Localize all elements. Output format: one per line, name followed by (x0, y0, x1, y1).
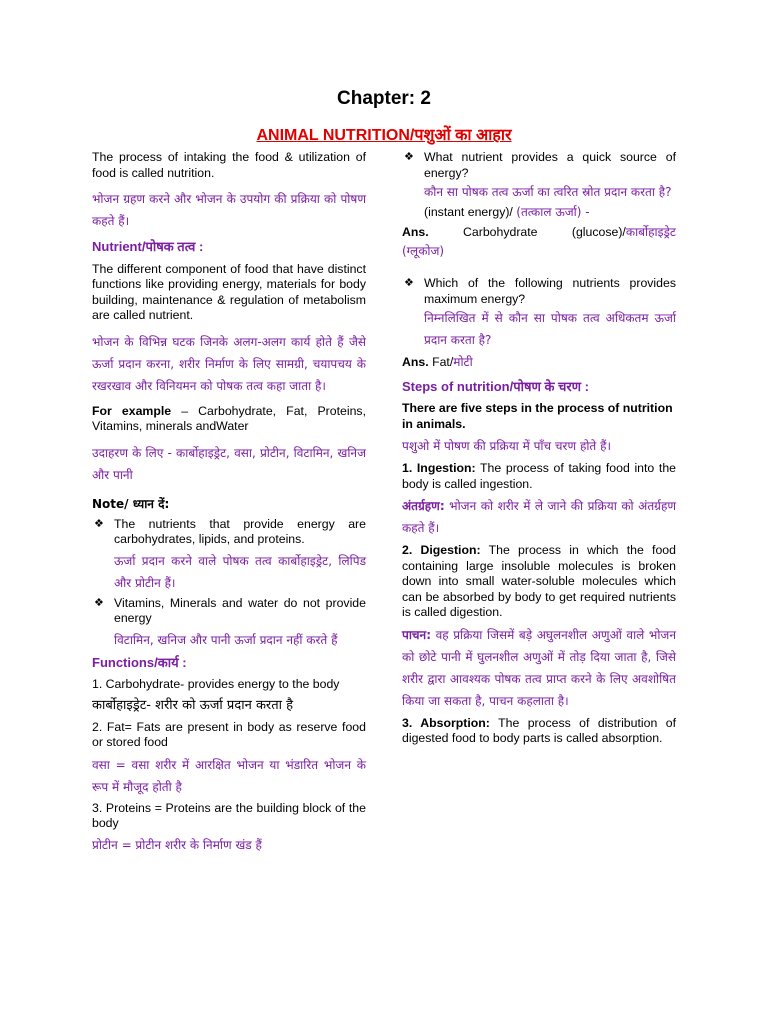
step1-label: 1. Ingestion: (402, 461, 476, 475)
answer1-hi: कार्बोहाइड्रेट (625, 224, 676, 239)
nutrient-heading: Nutrient/पोषक तत्व : (92, 239, 204, 254)
function1-en: 1. Carbohydrate- provides energy to the body (92, 677, 340, 691)
step1-text: The process of taking food into the body is called ingestion. (402, 461, 676, 491)
question1-hi: कौन सा पोषक तत्व ऊर्जा का त्वरित स्रोत प्रदान करता है? (424, 185, 672, 199)
example-text: – Carbohydrate, Fat, Proteins, Vitamins, minerals andWater (92, 403, 366, 433)
note-heading: Note/ ध्यान दें: (92, 496, 170, 511)
step2-hi-text: वह प्रक्रिया जिसमें बड़े अघुलनशील अणुओं वाले भोजन को छोटे पानी में घुलनशील अणुओं में तोड़ दिया जाता है, जिसे शरीर द्वारा आवश्यक पोषक तत्व प्राप्त करने के लिए अवशोषित किया जा सकता है, पाचन कहलाता है। (402, 627, 676, 708)
answer1-word1: Carbohydrate (463, 224, 538, 239)
note2-en: Vitamins, Minerals and water do not provide energy (114, 595, 366, 625)
step3-en (402, 716, 676, 747)
step2-hi-label: पाचन: (402, 627, 432, 642)
bullet-diamond-icon: ❖ (94, 596, 104, 609)
functions-heading: Functions/कार्य : (92, 654, 187, 670)
answer2 (402, 355, 676, 371)
question-max-energy (402, 276, 676, 351)
instant-energy-hi: (तत्काल ऊर्जा) - (516, 205, 590, 219)
steps-heading: Steps of nutrition/पोषण के चरण : (402, 378, 589, 394)
note-item-no-energy (92, 596, 366, 651)
step2-en (402, 543, 676, 621)
step1-hi-text: भोजन को शरीर में ले जाने की प्रक्रिया को अंतर्ग्रहण कहते हैं। (402, 499, 676, 535)
step3-label: 3. Absorption: (402, 715, 490, 730)
function3-hi: प्रोटीन = प्रोटीन शरीर के निर्माण खंड हैं (92, 837, 262, 852)
answer1-word2 (572, 225, 676, 241)
note1-hi: ऊर्जा प्रदान करने वाले पोषक तत्व कार्बोहाइड्रेट, लिपिड और प्रोटीन हैं। (114, 553, 366, 590)
nutrient-definition-hi: भोजन के विभिन्न घटक जिनके अलग-अलग कार्य होते हैं जैसे ऊर्जा प्रदान करना, शरीर निर्माण के लिए सामग्री, चयापचय के रखरखाव और विनियमन को पोषक तत्व कहा जाता है। (92, 334, 366, 393)
question1-instant (424, 205, 676, 221)
answer1-hi-line: (ग्लूकोज) (402, 244, 445, 258)
step1-hi-label: अंतर्ग्रहण: (402, 499, 445, 513)
note-item-energy (92, 517, 366, 594)
note2-hi: विटामिन, खनिज और पानी ऊर्जा प्रदान नहीं करते हैं (114, 632, 338, 647)
steps-intro-hi: पशुओ में पोषण की प्रक्रिया में पाँच चरण होते हैं। (402, 439, 612, 453)
step1-hi (402, 495, 676, 539)
steps-intro-en: There are five steps in the process of nutrition in animals. (402, 401, 673, 431)
question2-hi: निम्नलिखित में से कौन सा पोषक तत्व अधिकतम ऊर्जा प्रदान करता है? (424, 311, 676, 347)
nutrition-definition-hi: भोजन ग्रहण करने और भोजन के उपयोग की प्रक्रिया को पोषण कहते हैं। (92, 192, 366, 228)
nutrition-definition-en: The process of intaking the food & utilization of food is called nutrition. (92, 150, 366, 180)
example-paragraph (92, 404, 366, 435)
function2-en: 2. Fat= Fats are present in body as reserve food or stored food (92, 719, 366, 749)
step3-text: The process of distribution of digested food to body parts is called absorption. (402, 715, 676, 745)
right-column (402, 150, 676, 747)
example-label: For example (92, 403, 172, 418)
question-quick-energy (402, 150, 676, 221)
left-column (92, 150, 366, 856)
example-hi: उदाहरण के लिए - कार्बोहाइड्रेट, वसा, प्रोटीन, विटामिन, खनिज और पानी (92, 445, 366, 482)
question2-en: Which of the following nutrients provides maximum energy? (424, 276, 676, 306)
step2-text: The process in which the food containing large insoluble molecules is broken down into small water-soluble molecules which can be absorbed by body to get required nutrients is called digestion. (402, 543, 676, 619)
step2-label: 2. Digestion: (402, 543, 481, 557)
question1-en: What nutrient provides a quick source of energy? (424, 150, 676, 180)
answer1-label: Ans. (402, 224, 429, 239)
function1-hi: कार्बोहाइड्रेट- शरीर को ऊर्जा प्रदान करता है (92, 697, 294, 713)
instant-energy-en: (instant energy)/ (424, 205, 517, 219)
answer2-en: Fat/ (428, 355, 454, 369)
answer1-row (402, 225, 676, 241)
nutrient-definition-en: The different component of food that have distinct functions like providing energy, materials for body building, maintenance & regulation of metabolism are called nutrient. (92, 261, 366, 322)
step1-en (402, 461, 676, 492)
bullet-diamond-icon: ❖ (94, 517, 104, 530)
chapter-subtitle: ANIMAL NUTRITION/पशुओं का आहार (256, 127, 512, 144)
bullet-diamond-icon: ❖ (404, 277, 414, 289)
chapter-title: Chapter: 2 (337, 88, 431, 109)
step2-hi (402, 624, 676, 712)
function2-hi: वसा = वसा शरीर में आरक्षित भोजन या भंडारित भोजन के रूप में मौजूद होती है (92, 757, 366, 794)
answer2-label: Ans. (402, 355, 429, 369)
function3-en: 3. Proteins = Proteins are the building block of the body (92, 800, 366, 830)
bullet-diamond-icon: ❖ (404, 151, 414, 163)
answer2-hi: मोटी (453, 355, 473, 369)
note1-en: The nutrients that provide energy are carbohydrates, lipids, and proteins. (114, 516, 366, 546)
answer1-glucose: (glucose)/ (571, 224, 626, 239)
